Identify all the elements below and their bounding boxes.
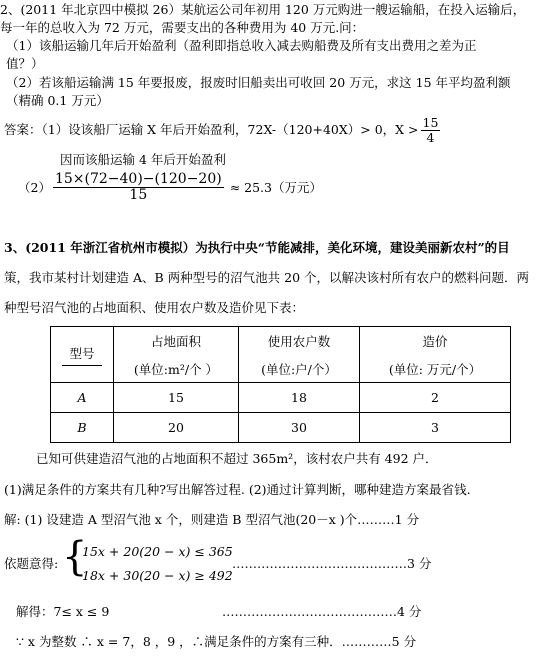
part2-fraction-denominator: 15 <box>129 187 148 204</box>
p3-line-3: 种型号沼气池的占地面积、使用农户数及造价见下表： <box>4 300 305 315</box>
answer-fraction <box>421 116 441 145</box>
header-cell-area <box>114 327 239 383</box>
header-area-label: 占地面积 <box>150 333 201 349</box>
table-cell: B <box>51 413 114 443</box>
answer-fraction-denominator: 4 <box>426 129 435 145</box>
biogas-table <box>50 326 511 443</box>
inequality-2: 18x + 30(20 − x) ≥ 492 <box>82 568 233 583</box>
table-header-row <box>51 327 511 383</box>
p3-line-1: 3、(2011 年浙江省杭州市模拟）为执行中央“节能减排，美化环境，建设美丽新农村”的目 <box>4 240 510 255</box>
solve-text: 解得：7≤ x ≤ 9 <box>16 604 110 619</box>
final-text: ∵ x 为整数 ∴ x = 7，8 ，9 ，∴满足条件的方案有三种．…………5 分 <box>16 634 417 649</box>
solve-score: ……………………………………4 分 <box>222 604 422 619</box>
p2-line-5: （2）若该船运输满 15 年要报废，报废时旧船卖出可收回 20 万元，求这 15 年平均盈利额 <box>6 75 511 90</box>
table-cell: 20 <box>114 413 239 443</box>
header-model-label: 型号 <box>69 345 95 361</box>
system-label: 依题意得: <box>4 556 59 571</box>
header-cell-cost <box>360 327 511 383</box>
table-cell: 15 <box>114 383 239 413</box>
answer-fraction-numerator: 15 <box>422 115 439 130</box>
p2-answer-line-2: 因而该船运输 4 年后开始盈利 <box>60 152 226 167</box>
p3-question-text: (1)满足条件的方案共有几种?写出解答过程. (2)通过计算判断，哪种建造方案最省钱. <box>4 482 471 497</box>
header-cell-model <box>51 327 114 383</box>
p2-line-1: 2、(2011 年北京四中模拟 26）某航运公司年初用 120 万元购进一艘运输船，在投入运输后， <box>0 2 526 17</box>
table-cell: A <box>51 383 114 413</box>
p2-answer-line <box>4 116 442 145</box>
p2-line-4: 值？） <box>6 56 44 71</box>
part2-label: （2） <box>18 180 51 196</box>
system-score: ……………………………………3 分 <box>232 556 432 571</box>
table-cell: 30 <box>239 413 360 443</box>
inequality-1: 15x + 20(20 − x) ≤ 365 <box>82 544 233 559</box>
answer-text: 答案：（1）设该船厂运输 X 年后开始盈利，72X-（120+40X）> 0，X > <box>4 122 419 138</box>
header-area-unit: (单位:m²/个 ） <box>133 361 219 377</box>
part2-result: ≈ 25.3（万元） <box>229 180 322 196</box>
header-households-label: 使用农户数 <box>267 333 331 349</box>
p2-line-2: 每一年的总收入为 72 万元，需要支出的各种费用为 40 万元.问： <box>0 20 365 35</box>
table-row <box>51 413 511 443</box>
table-cell: 2 <box>360 383 511 413</box>
p2-part2-line <box>18 172 322 204</box>
header-cell-households <box>239 327 360 383</box>
system-brace: { <box>62 534 88 580</box>
p2-line-3: （1）该船运输几年后开始盈利（盈利即指总收入减去购船费及所有支出费用之差为正 <box>6 38 477 53</box>
header-households-unit: (单位:户/个） <box>261 361 337 377</box>
p3-solution-1: 解: (1) 设建造 A 型沼气池 x 个，则建造 B 型沼气池(20－x )个………1 分 <box>4 512 420 527</box>
p3-line-2: 策，我市某村计划建造 A、B 两种型号的沼气池共 20 个，以解决该村所有农户的燃料问题．两 <box>4 270 530 285</box>
table-cell: 18 <box>239 383 360 413</box>
part2-fraction <box>53 172 224 204</box>
table-cell: 3 <box>360 413 511 443</box>
p2-line-6: （精确 0.1 万元） <box>6 93 109 108</box>
header-cost-label: 造价 <box>422 333 448 349</box>
header-cost-unit: (单位: 万元/个） <box>388 361 482 377</box>
part2-fraction-numerator: 15×(72−40)−(120−20) <box>54 171 222 187</box>
p3-known-text: 已知可供建造沼气池的占地面积不超过 365m²，该村农户共有 492 户． <box>36 451 438 466</box>
table-row <box>51 383 511 413</box>
